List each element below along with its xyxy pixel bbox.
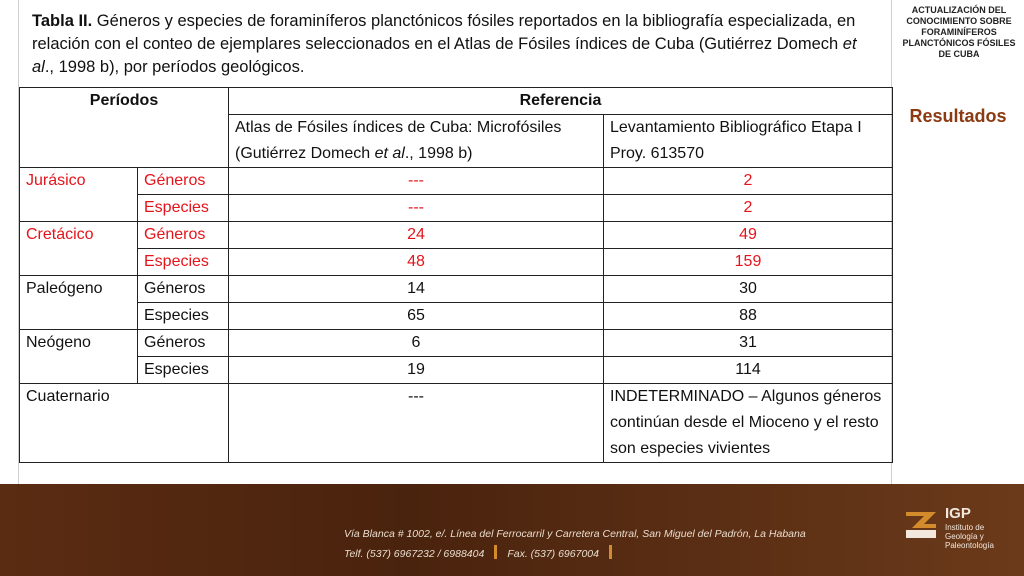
footer-tel: Telf. (537) 6967232 / 6988404 (344, 548, 485, 560)
atlas-cell: 6 (229, 330, 604, 357)
header-atlas-text-2: ., 1998 b) (404, 145, 473, 162)
lev-cell: 159 (604, 249, 893, 276)
atlas-cell: 24 (229, 222, 604, 249)
header-referencia: Referencia (229, 88, 893, 115)
logo-subtitle: Instituto de Geología y Paleontología (945, 523, 994, 550)
kind-cell: Especies (138, 357, 229, 384)
table-row (20, 168, 893, 195)
header-atlas-italic: et al (374, 145, 405, 162)
period-cell: Paleógeno (20, 276, 138, 330)
atlas-cell: 65 (229, 303, 604, 330)
footer-address: Vía Blanca # 1002, e/. Línea del Ferrocarril y Carretera Central, San Miguel del Padrón, La Habana (344, 528, 806, 540)
caption-text-2: ., 1998 b), por períodos geológicos. (44, 58, 305, 76)
kind-cell: Especies (138, 249, 229, 276)
atlas-cell: 48 (229, 249, 604, 276)
caption-text-1: Géneros y especies de foraminíferos planctónicos fósiles reportados en la bibliografía especializada, en relación con el conteo de ejemplares seleccionados en el Atlas de Fósiles índices de Cuba (Gutiérrez Domech (32, 12, 856, 53)
kind-cell: Especies (138, 303, 229, 330)
header-periodos: Períodos (20, 88, 229, 168)
kind-cell: Géneros (138, 276, 229, 303)
table-row (20, 357, 893, 384)
footer-contact (344, 545, 622, 560)
table-caption (32, 10, 882, 79)
atlas-cell: --- (229, 384, 604, 463)
period-cell: Cuaternario (20, 384, 229, 463)
atlas-cell: --- (229, 168, 604, 195)
separator-bar (494, 545, 497, 559)
lev-cell: INDETERMINADO – Algunos géneros continúan desde el Mioceno y el resto son especies vivientes (604, 384, 893, 463)
header-atlas (229, 115, 604, 168)
footer-band (0, 484, 1024, 576)
separator-bar (609, 545, 612, 559)
lev-cell: 2 (604, 168, 893, 195)
period-cell: Cretácico (20, 222, 138, 276)
atlas-cell: 19 (229, 357, 604, 384)
lev-cell: 88 (604, 303, 893, 330)
lev-cell: 49 (604, 222, 893, 249)
table-row (20, 249, 893, 276)
kind-cell: Géneros (138, 168, 229, 195)
lev-cell: 2 (604, 195, 893, 222)
footer-fax: Fax. (537) 6967004 (507, 548, 599, 560)
table-row (20, 222, 893, 249)
header-atlas-text: Atlas de Fósiles índices de Cuba: Microfósiles (Gutiérrez Domech (235, 119, 562, 162)
igp-logo-icon (904, 508, 938, 542)
table-row (20, 330, 893, 357)
atlas-cell: 14 (229, 276, 604, 303)
data-table (19, 87, 893, 463)
corner-title: ACTUALIZACIÓN DEL CONOCIMIENTO SOBRE FORAMINÍFEROS PLANCTÓNICOS FÓSILES DE CUBA (902, 5, 1016, 59)
atlas-cell: --- (229, 195, 604, 222)
table-row (20, 276, 893, 303)
lev-cell: 30 (604, 276, 893, 303)
caption-label: Tabla II. (32, 12, 93, 30)
header-levantamiento: Levantamiento Bibliográfico Etapa I Proy. 613570 (604, 115, 893, 168)
logo-name: IGP (945, 505, 971, 522)
kind-cell: Géneros (138, 222, 229, 249)
section-title: Resultados (909, 106, 1007, 126)
table-header-row (20, 88, 893, 115)
kind-cell: Especies (138, 195, 229, 222)
lev-cell: 114 (604, 357, 893, 384)
table-row (20, 303, 893, 330)
table-row (20, 384, 893, 463)
period-cell: Jurásico (20, 168, 138, 222)
table-row (20, 195, 893, 222)
lev-cell: 31 (604, 330, 893, 357)
period-cell: Neógeno (20, 330, 138, 384)
caption-italic: et al (32, 35, 857, 76)
kind-cell: Géneros (138, 330, 229, 357)
